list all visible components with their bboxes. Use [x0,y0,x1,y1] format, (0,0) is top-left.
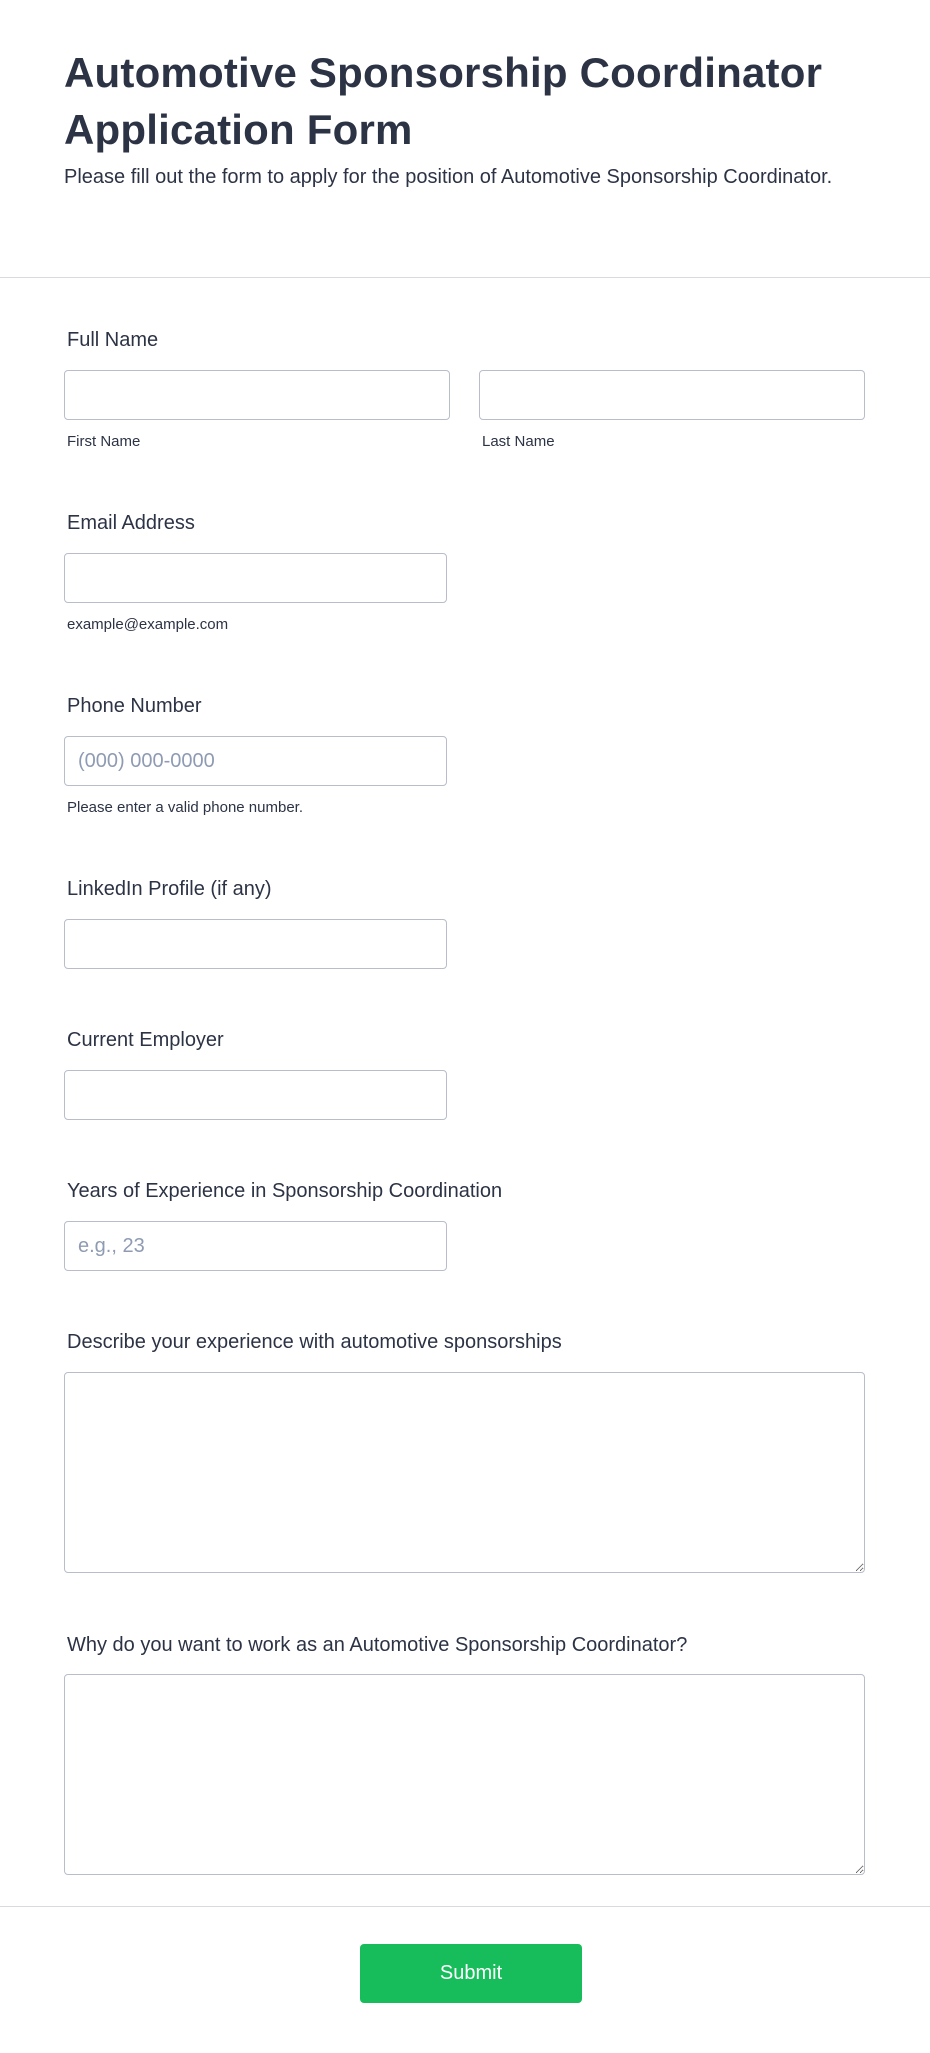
footer-divider [0,1906,930,1907]
form-header [64,44,864,193]
first-name-sublabel: First Name [67,433,141,450]
submit-button[interactable]: Submit [360,1944,582,2003]
motivation-label: Why do you want to work as an Automotive Sponsorship Coordinator? [67,1634,688,1656]
linkedin-label: LinkedIn Profile (if any) [67,878,272,900]
first-name-input[interactable] [64,370,450,420]
experience-label: Describe your experience with automotive sponsorships [67,1331,562,1353]
form-title: Automotive Sponsorship Coordinator Application Form [64,49,823,153]
email-label: Email Address [67,512,195,534]
motivation-textarea[interactable] [64,1674,865,1875]
linkedin-input[interactable] [64,919,447,969]
email-input[interactable] [64,553,447,603]
employer-label: Current Employer [67,1029,224,1051]
email-sublabel: example@example.com [67,616,229,633]
years-label: Years of Experience in Sponsorship Coordination [67,1180,503,1202]
phone-label: Phone Number [67,695,202,717]
experience-textarea[interactable] [64,1372,865,1573]
last-name-sublabel: Last Name [482,433,555,450]
full-name-label: Full Name [67,329,159,351]
employer-input[interactable] [64,1070,447,1120]
years-input[interactable] [64,1221,447,1271]
phone-input[interactable] [64,736,447,786]
last-name-input[interactable] [479,370,865,420]
phone-sublabel: Please enter a valid phone number. [67,799,303,816]
header-divider [0,277,930,278]
form-subtitle: Please fill out the form to apply for the position of Automotive Sponsorship Coordinator. [64,166,833,188]
